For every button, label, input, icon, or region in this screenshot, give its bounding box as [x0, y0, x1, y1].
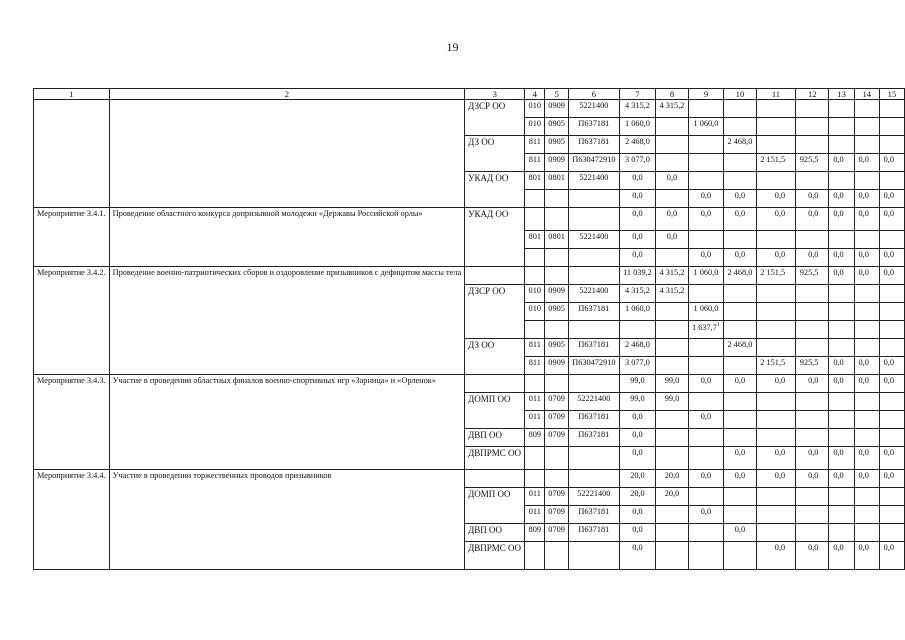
table-row: ДЗ ОО 811 0905 П637181 2 468,0 2 468,0 — [34, 339, 905, 357]
executor-cell — [465, 375, 525, 393]
executor-cell: ДЗ ОО — [465, 339, 525, 375]
executor-cell: ДВПРМС ОО — [465, 447, 525, 470]
table-row: ДЗ ОО 811 0905 П637181 2 468,0 2 468,0 — [34, 136, 905, 154]
table-row: 801 0801 5221400 0,0 0,0 — [34, 231, 905, 249]
table-row: 010 0905 П637181 1 060,0 1 060,0 — [34, 118, 905, 136]
column-header: 2 — [109, 89, 465, 100]
column-header: 3 — [465, 89, 525, 100]
column-header: 11 — [756, 89, 795, 100]
table-row: ДОМП ОО 011 0709 52221400 20,0 20,0 — [34, 488, 905, 506]
budget-table — [33, 88, 905, 570]
event-name-cell: Мероприятие 3.4.4. — [34, 470, 110, 570]
table-row: Мероприятие 3.4.1. Проведение областного конкурса допризывной молодежи «Державы Российской орлы» УКАД ОО 0,0 0,0 0,0 0,0 0,0 0,0 0,0 0,0 0,0 — [34, 208, 905, 231]
value-with-footnote: 1 637,7$^1$ — [688, 321, 723, 339]
event-desc-cell: Проведение областного конкурса допризывной молодежи «Державы Российской орлы» — [109, 208, 465, 267]
table-row: ДВП ОО 809 0709 П637181 0,0 0,0 — [34, 524, 905, 542]
executor-cell: ДОМП ОО — [465, 393, 525, 429]
executor-cell: УКАД ОО — [465, 172, 525, 208]
executor-cell — [465, 470, 525, 488]
event-desc-cell: Участие в проведении областных финалов военно-спортивных игр «Зарница» и «Орленок» — [109, 375, 465, 470]
column-header: 10 — [724, 89, 757, 100]
table-row: 0,0 0,0 0,0 0,0 0,0 0,0 0,0 0,0 — [34, 249, 905, 267]
column-header: 4 — [525, 89, 545, 100]
column-header: 15 — [879, 89, 904, 100]
event-desc-cell — [109, 100, 465, 208]
column-header: 9 — [688, 89, 723, 100]
executor-cell: ДЗ ОО — [465, 136, 525, 172]
column-header: 8 — [656, 89, 689, 100]
event-name-cell: Мероприятие 3.4.3. — [34, 375, 110, 470]
column-header: 13 — [829, 89, 854, 100]
table-row: ДОМП ОО 011 0709 52221400 99,0 99,0 — [34, 393, 905, 411]
executor-cell: ДОМП ОО — [465, 488, 525, 524]
table-row: Мероприятие 3.4.4. Участие в проведении торжественных проводов призывников 20,0 20,0 0,0 0,0 0,0 0,0 0,0 0,0 0,0 — [34, 470, 905, 488]
executor-cell: УКАД ОО — [465, 208, 525, 267]
table-row: УКАД ОО 801 0801 5221400 0,0 0,0 — [34, 172, 905, 190]
column-header: 12 — [796, 89, 829, 100]
executor-cell: ДЗСР ОО — [465, 100, 525, 136]
table-row: 010 0905 П637181 1 060,0 1 060,0 — [34, 303, 905, 321]
table-row: ДВПРМС ОО 0,0 0,0 0,0 0,0 0,0 0,0 — [34, 542, 905, 570]
table-row: 011 0709 П637181 0,0 0,0 — [34, 411, 905, 429]
event-name-cell: Мероприятие 3.4.1. — [34, 208, 110, 267]
table-row: Мероприятие 3.4.3. Участие в проведении областных финалов военно-спортивных игр «Зарница» и «Орленок» 99,0 99,0 0,0 0,0 0,0 0,0 0,0 0,0 0,0 — [34, 375, 905, 393]
event-name-cell: Мероприятие 3.4.2. — [34, 267, 110, 375]
table-row: 011 0709 П637181 0,0 0,0 — [34, 506, 905, 524]
header-row — [34, 89, 905, 100]
column-header: 5 — [545, 89, 569, 100]
column-header: 7 — [619, 89, 656, 100]
table-row: 0,0 0,0 0,0 0,0 0,0 0,0 0,0 0,0 — [34, 190, 905, 208]
table-row: ДЗСР ОО 010 0909 5221400 4 315,2 4 315,2 — [34, 100, 905, 118]
event-desc-cell: Проведение военно-патриотических сборов и оздоровление призывников с дефицитом массы тела — [109, 267, 465, 375]
table-row: 811 0909 П630472910 3 077,0 2 151,5 925,5 0,0 0,0 0,0 — [34, 357, 905, 375]
executor-cell: ДВП ОО — [465, 524, 525, 542]
table-row: Мероприятие 3.4.2. Проведение военно-патриотических сборов и оздоровление призывников с дефицитом массы тела 11 039,2 4 315,2 1 060,0 2 468,0 2 151,5 925,5 0,0 0,0 0,0 — [34, 267, 905, 285]
event-name-cell — [34, 100, 110, 208]
table-row: ДВПРМС ОО 0,0 0,0 0,0 0,0 0,0 0,0 0,0 — [34, 447, 905, 470]
event-desc-cell: Участие в проведении торжественных проводов призывников — [109, 470, 465, 570]
page-number: 19 — [446, 40, 459, 54]
column-header: 6 — [569, 89, 620, 100]
executor-cell — [465, 267, 525, 285]
executor-cell: ДЗСР ОО — [465, 285, 525, 339]
column-header: 1 — [34, 89, 110, 100]
table-row: 811 0909 П630472910 3 077,0 2 151,5 925,5 0,0 0,0 0,0 — [34, 154, 905, 172]
executor-cell: ДВП ОО — [465, 429, 525, 447]
table-row: ДЗСР ОО 010 0909 5221400 4 315,2 4 315,2 — [34, 285, 905, 303]
executor-cell: ДВПРМС ОО — [465, 542, 525, 570]
table-row: ДВП ОО 809 0709 П637181 0,0 — [34, 429, 905, 447]
column-header: 14 — [854, 89, 879, 100]
footnote-mark: 1 — [716, 322, 720, 329]
